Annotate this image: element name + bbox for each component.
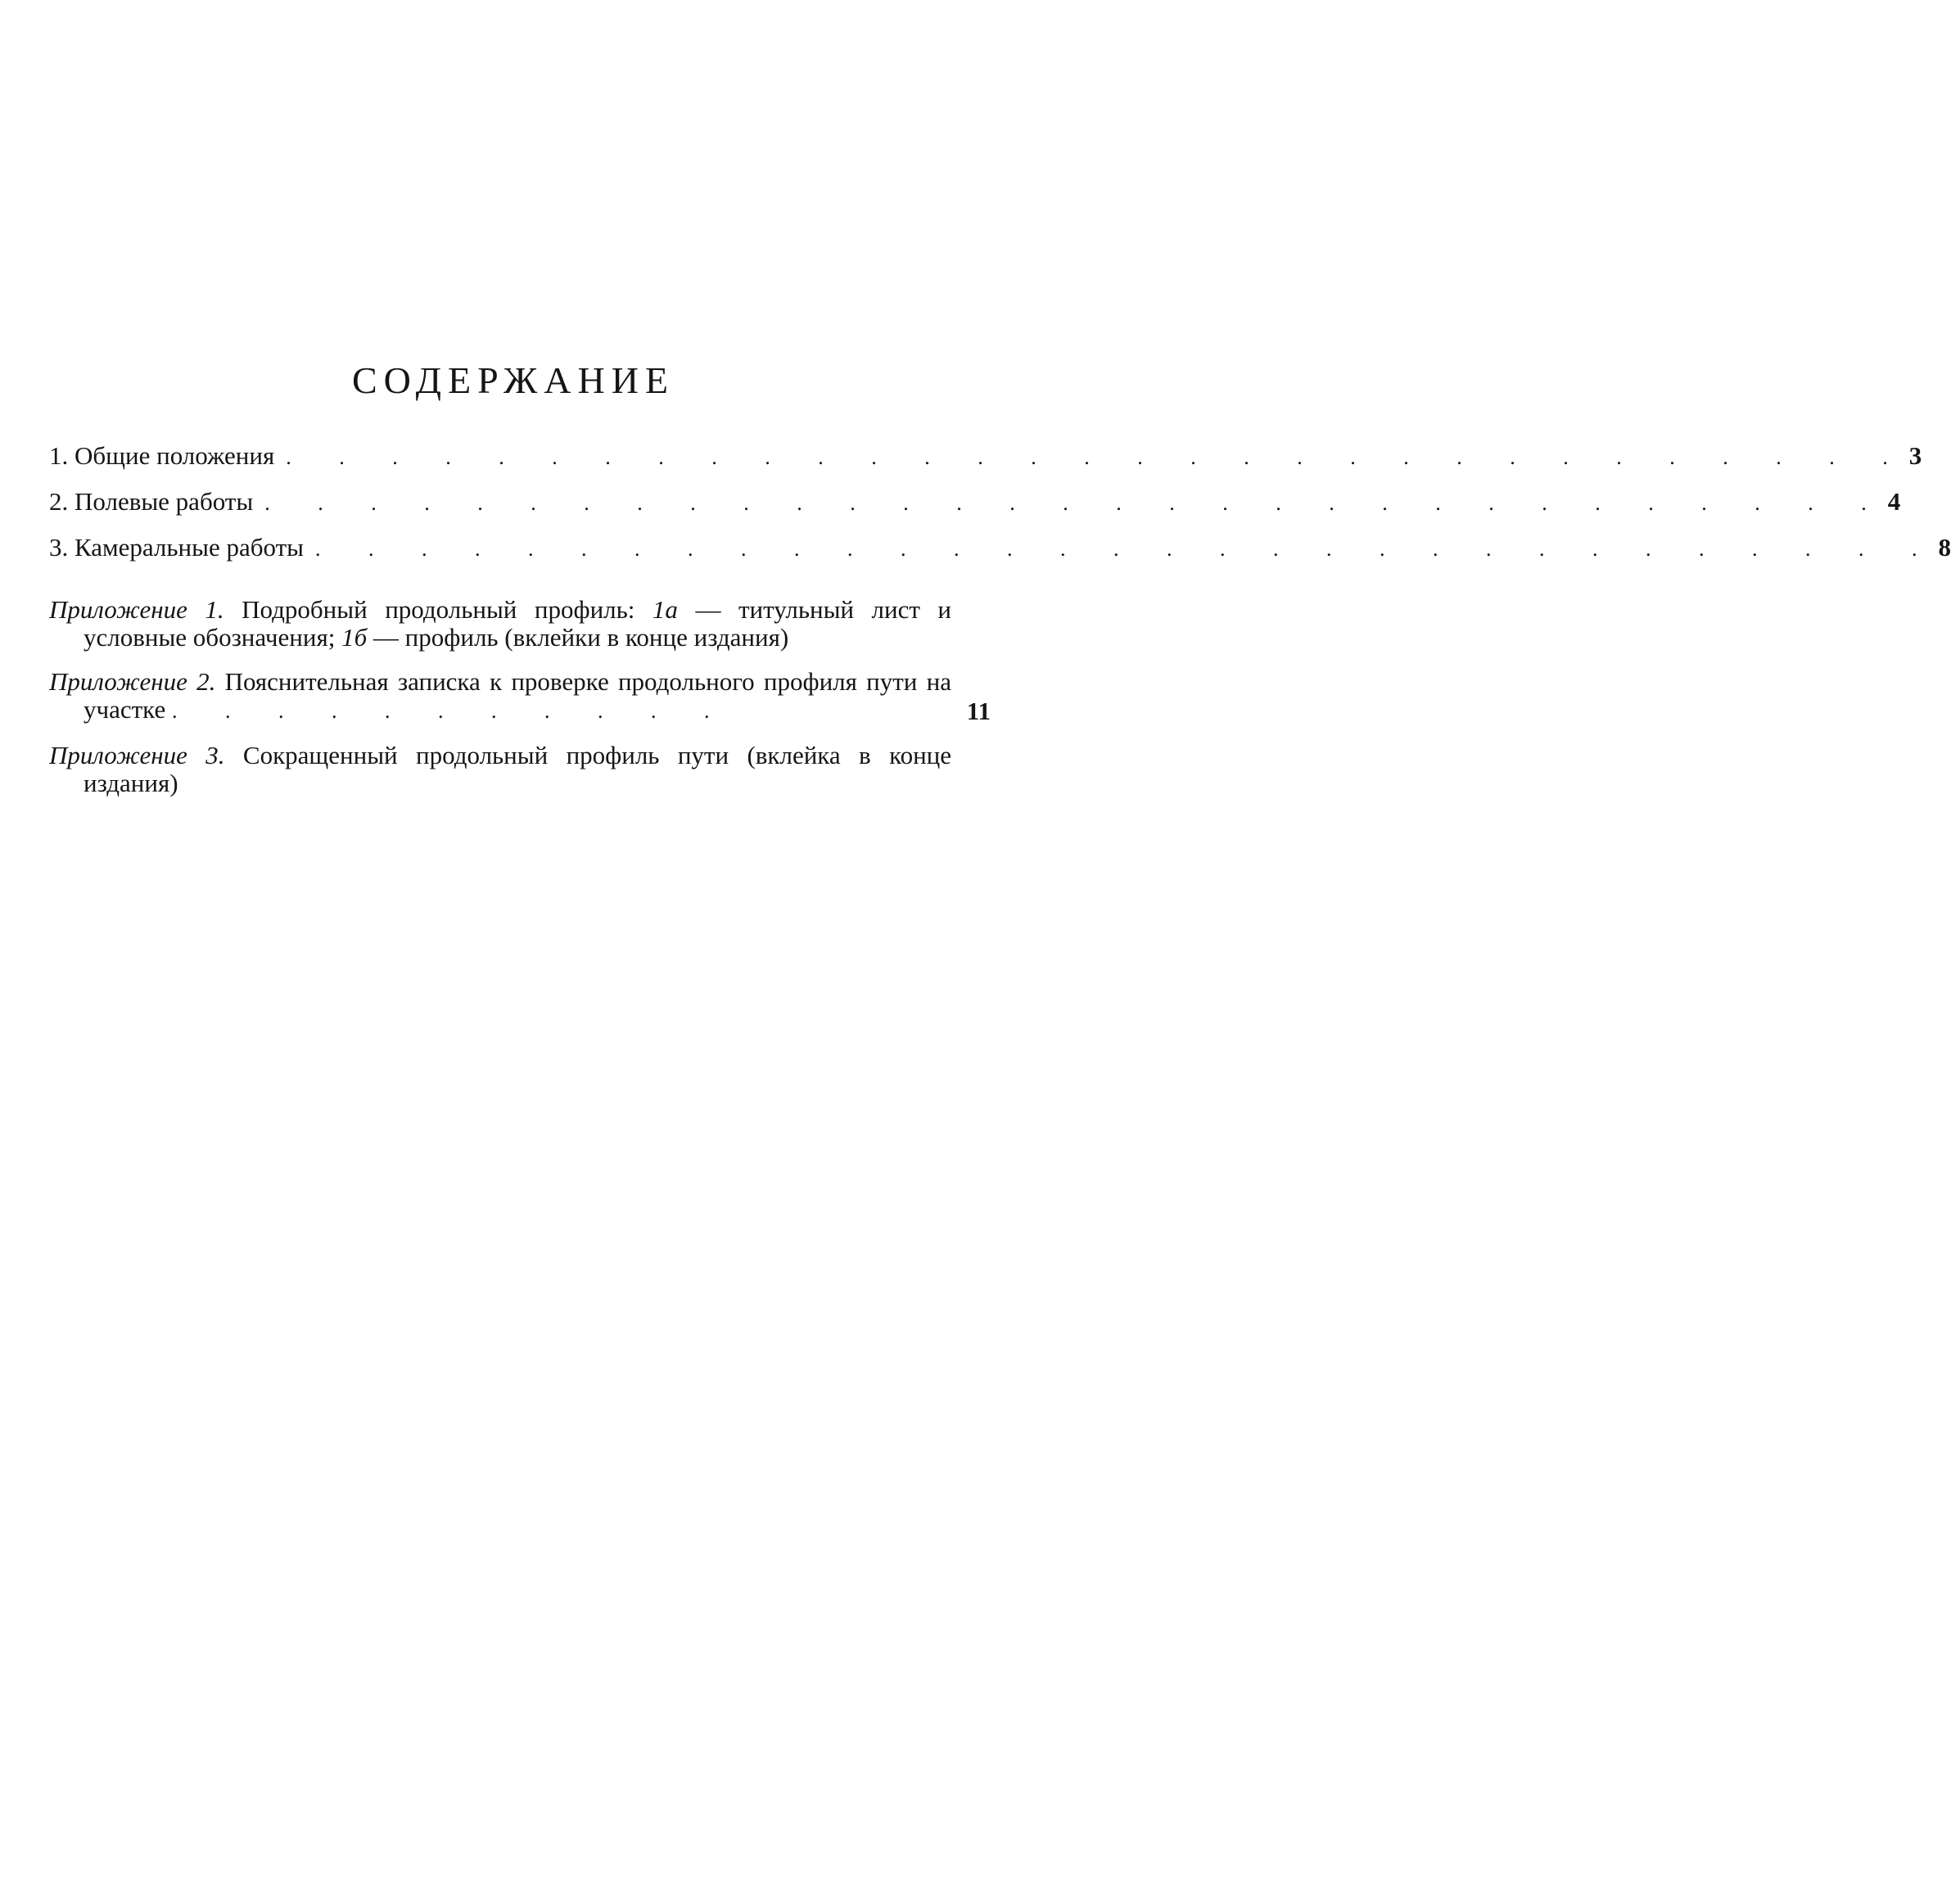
toc-entry-2[interactable] [49, 487, 1901, 534]
toc-entry-label: 3. Камеральные работы [49, 533, 304, 562]
dot-leader: . . . . . . . . . . . . . . . . . . . . . . . . . . . . . . . [314, 537, 1939, 561]
appendix-label: Приложение 3. [49, 741, 225, 769]
appendix-3-text [49, 742, 951, 797]
appendix-3-entry[interactable] [49, 742, 991, 797]
appendix-2-entry[interactable] [49, 668, 991, 725]
appendix-1-text [49, 596, 951, 652]
dot-leader: . . . . . . . . . . . [171, 699, 731, 723]
appendix-desc-b: — титульный лист и условные обозначения; [84, 595, 951, 652]
appendix-desc: Сокращенный продольный профиль пути (вклейка в конце издания) [84, 741, 952, 797]
appendix-sub-a: 1а [652, 595, 678, 624]
appendix-2-text [49, 668, 951, 725]
toc-entry-3[interactable] [49, 533, 1951, 580]
appendix-desc-a: Подробный продольный профиль: [242, 595, 653, 624]
toc-entry-page: 8 [1938, 533, 1951, 562]
appendix-label: Приложение 1. [49, 595, 224, 624]
toc-entry-label: 2. Полевые работы [49, 487, 254, 516]
appendix-1-entry[interactable] [49, 596, 991, 652]
appendix-desc-c: — профиль (вклейки в конце издания) [367, 623, 789, 652]
page-title: СОДЕРЖАНИЕ [352, 359, 675, 401]
table-of-contents [49, 441, 1951, 797]
toc-entry-page: 11 [966, 697, 991, 725]
toc-entry-1[interactable] [49, 441, 1922, 488]
dot-leader: . . . . . . . . . . . . . . . . . . . . . . . . . . . . . . . [264, 491, 1888, 515]
toc-entry-page: 3 [1908, 441, 1922, 470]
appendix-label: Приложение 2. [49, 667, 216, 696]
appendix-sub-b: 1б [341, 623, 368, 652]
toc-entry-label: 1. Общие положения [49, 441, 275, 470]
dot-leader: . . . . . . . . . . . . . . . . . . . . . . . . . . . . . . . [286, 445, 1909, 469]
toc-entry-page: 4 [1887, 487, 1901, 516]
appendix-desc: Пояснительная записка к проверке продольного профиля пути на участке [84, 667, 951, 724]
